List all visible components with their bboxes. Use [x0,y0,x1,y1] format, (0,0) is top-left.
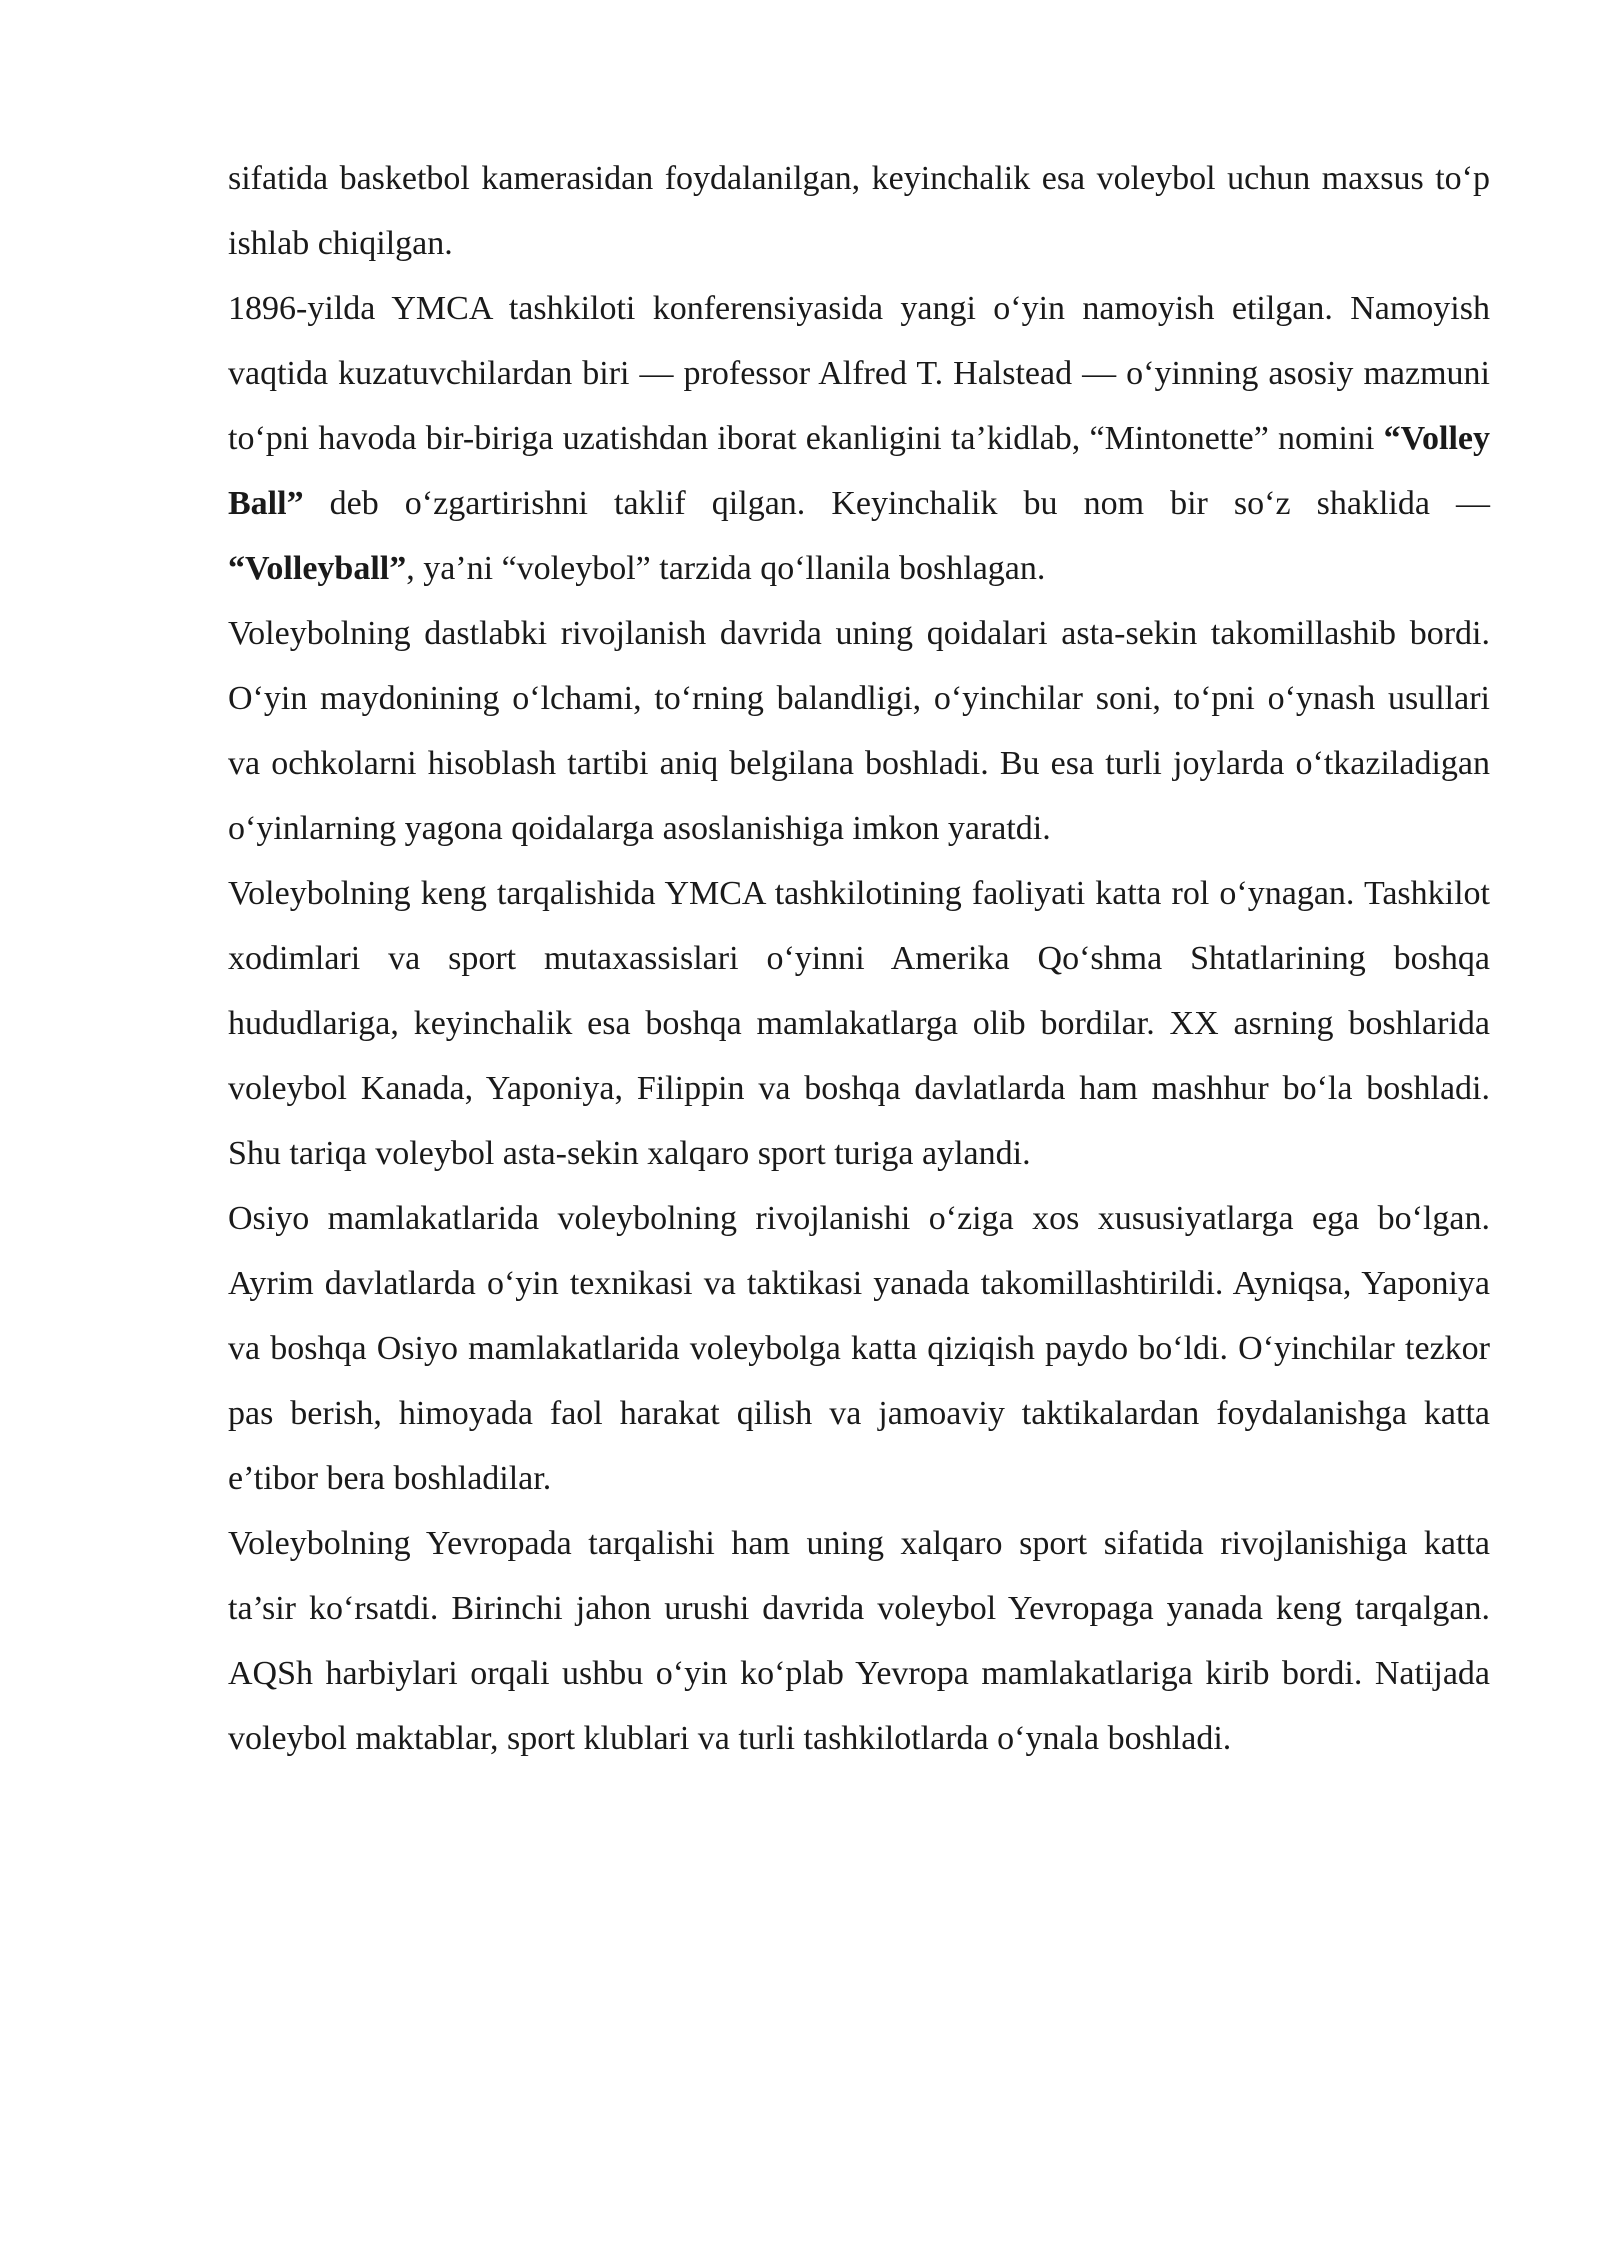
paragraph-2 [228,276,1490,601]
text-segment: Voleybolning dastlabki rivojlanish davrida uning qoidalari asta-sekin takomillashib bordi. O‘yin maydonining o‘lchami, to‘rning balandligi, o‘yinchilar soni, to‘pni o‘ynash usullari va ochkolarni hisoblash tartibi aniq belgilana boshladi. Bu esa turli joylarda o‘tkaziladigan o‘yinlarning yagona qoidalarga asoslanishiga imkon yaratdi. [228,615,1490,847]
text-segment: deb o‘zgartirishni taklif qilgan. Keyinchalik bu nom bir so‘z shaklida — [303,485,1490,522]
paragraph-1 [228,146,1490,276]
bold-term-volley-ball: “Volley Ball” [228,420,1490,522]
document-page [228,146,1490,1771]
text-segment: Osiyo mamlakatlarida voleybolning rivojlanishi o‘ziga xos xususiyatlarga ega bo‘lgan. Ayrim davlatlarda o‘yin texnikasi va taktikasi yanada takomillashtirildi. Ayniqsa, Yaponiya va boshqa Osiyo mamlakatlarida voleybolga katta qiziqish paydo bo‘ldi. O‘yinchilar tezkor pas berish, himoyada faol harakat qilish va jamoaviy taktikalardan foydalanishga katta e’tibor bera boshladilar. [228,1200,1490,1497]
text-segment: sifatida basketbol kamerasidan foydalanilgan, keyinchalik esa voleybol uchun maxsus to‘p ishlab chiqilgan. [228,160,1490,262]
paragraph-5 [228,1186,1490,1511]
text-segment: Voleybolning keng tarqalishida YMCA tashkilotining faoliyati katta rol o‘ynagan. Tashkilot xodimlari va sport mutaxassislari o‘yinni Amerika Qo‘shma Shtatlarining boshqa hududlariga, keyinchalik esa boshqa mamlakatlarga olib bordilar. XX asrning boshlarida voleybol Kanada, Yaponiya, Filippin va boshqa davlatlarda ham mashhur bo‘la boshladi. Shu tariqa voleybol asta-sekin xalqaro sport turiga aylandi. [228,875,1490,1172]
text-segment: , ya’ni “voleybol” tarzida qo‘llanila boshlagan. [406,550,1046,587]
text-segment: 1896-yilda YMCA tashkiloti konferensiyasida yangi o‘yin namoyish etilgan. Namoyish vaqtida kuzatuvchilardan biri — professor Alfred T. Halstead — o‘yinning asosiy mazmuni to‘pni havoda bir-biriga uzatishdan iborat ekanligini ta’kidlab, “Mintonette” nomini [228,290,1490,457]
text-segment: Voleybolning Yevropada tarqalishi ham uning xalqaro sport sifatida rivojlanishiga katta ta’sir ko‘rsatdi. Birinchi jahon urushi davrida voleybol Yevropaga yanada keng tarqalgan. AQSh harbiylari orqali ushbu o‘yin ko‘plab Yevropa mamlakatlariga kirib bordi. Natijada voleybol maktablar, sport klublari va turli tashkilotlarda o‘ynala boshladi. [228,1525,1490,1757]
paragraph-3 [228,601,1490,861]
bold-term-volleyball: “Volleyball” [228,550,407,587]
paragraph-4 [228,861,1490,1186]
paragraph-6 [228,1511,1490,1771]
